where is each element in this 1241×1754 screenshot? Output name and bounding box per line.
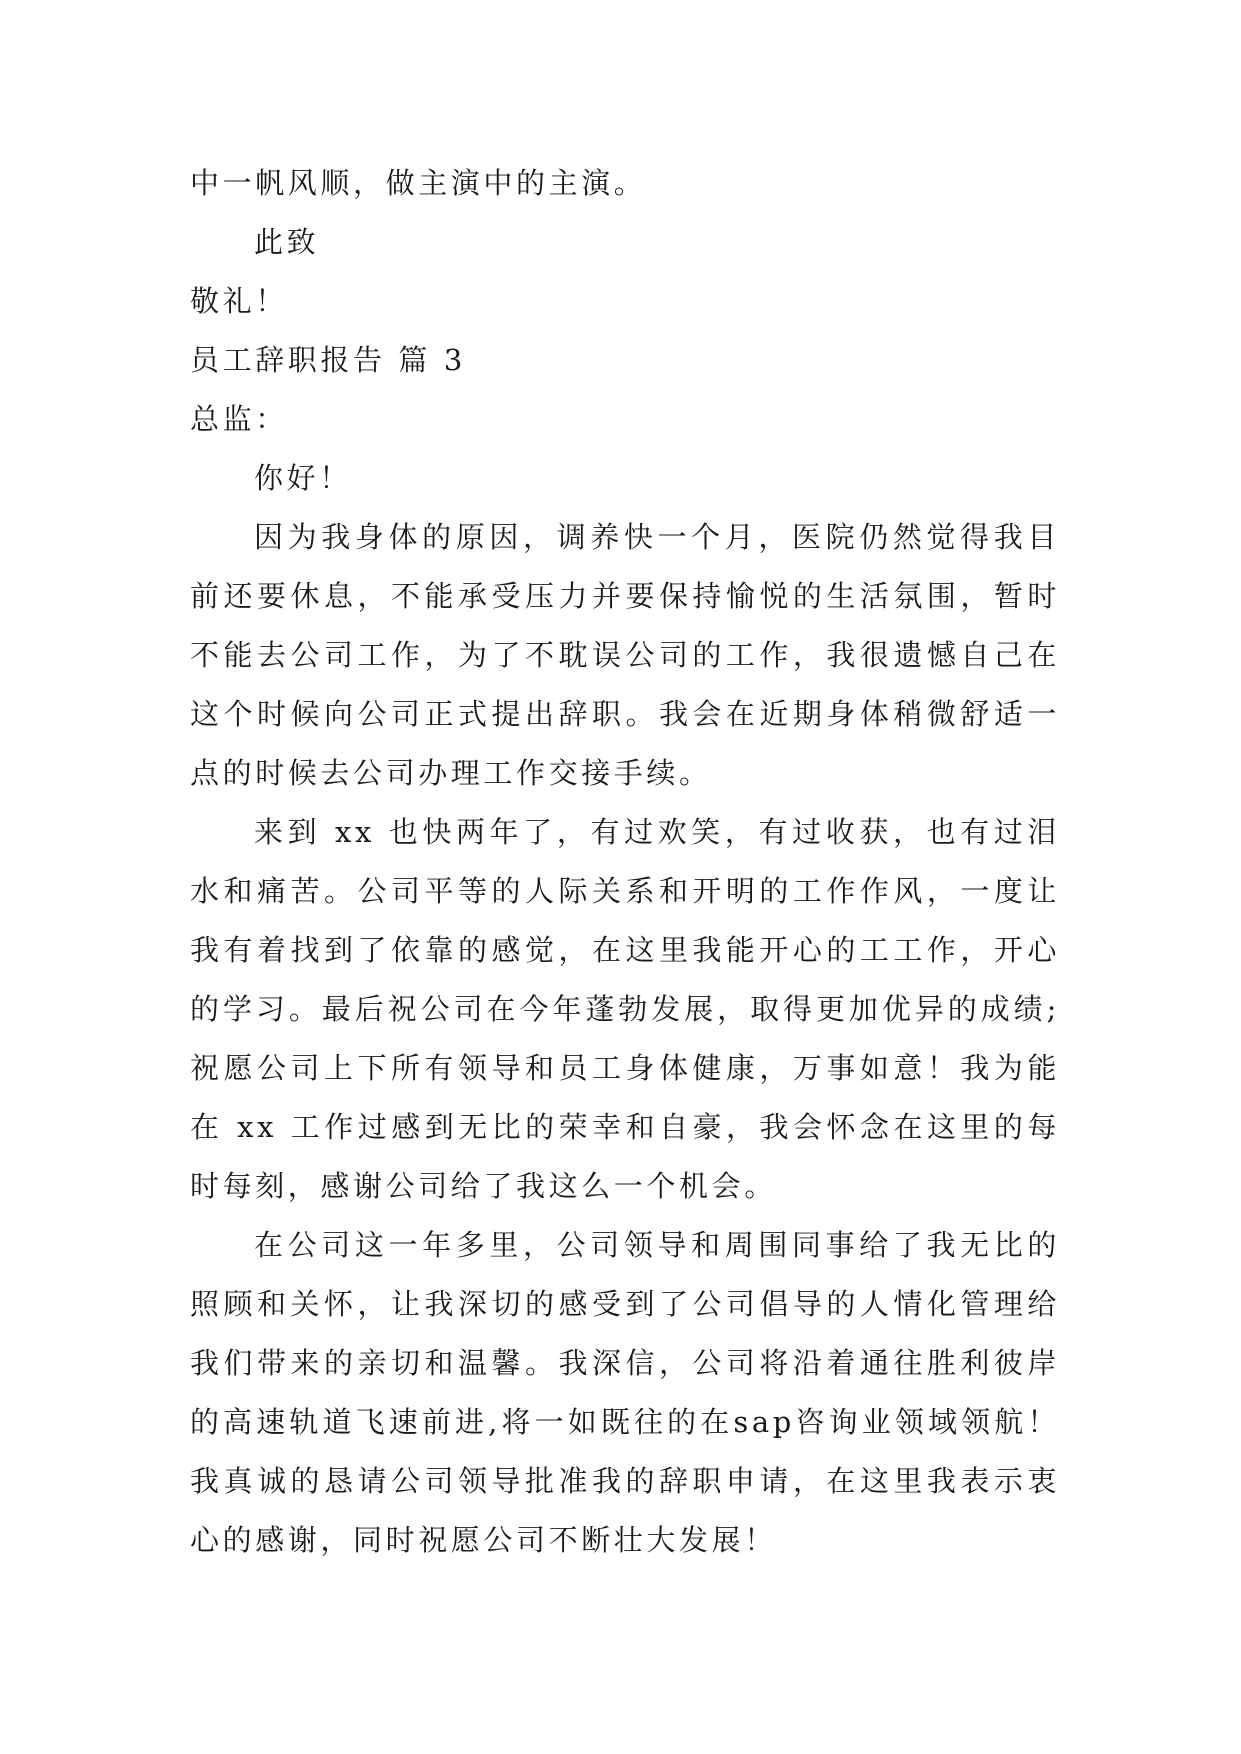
document-body	[190, 154, 1060, 1570]
paragraph-2: 来到 xx 也快两年了，有过欢笑，有过收获，也有过泪水和痛苦。公司平等的人际关系和开明的工作作风，一度让我有着找到了依靠的感觉，在这里我能开心的工工作，开心的学习。最后祝公司在今年蓬勃发展，取得更加优异的成绩;祝愿公司上下所有领导和员工身体健康，万事如意！我为能在 xx 工作过感到无比的荣幸和自豪，我会怀念在这里的每时每刻，感谢公司给了我这么一个机会。	[190, 815, 1060, 1203]
greeting: 你好！	[254, 461, 352, 495]
salutation: 总监：	[190, 402, 288, 436]
paragraph-1: 因为我身体的原因，调养快一个月，医院仍然觉得我目前还要休息，不能承受压力并要保持愉悦的生活氛围，暂时不能去公司工作，为了不耽误公司的工作，我很遗憾自己在这个时候向公司正式提出辞职。我会在近期身体稍微舒适一点的时候去公司办理工作交接手续。	[190, 520, 1060, 790]
paragraph-3: 在公司这一年多里，公司领导和周围同事给了我无比的照顾和关怀，让我深切的感受到了公司倡导的人情化管理给我们带来的亲切和温馨。我深信，公司将沿着通往胜利彼岸的高速轨道飞速前进,将一如既往的在sap咨询业领域领航！我真诚的恳请公司领导批准我的辞职申请，在这里我表示衷心的感谢，同时祝愿公司不断壮大发展！	[190, 1228, 1060, 1557]
closing-line-1: 此致	[254, 225, 320, 259]
continuation-line: 中一帆风顺，做主演中的主演。	[190, 166, 647, 200]
closing-line-2: 敬礼！	[190, 284, 288, 318]
section-heading: 员工辞职报告 篇 3	[190, 343, 466, 377]
